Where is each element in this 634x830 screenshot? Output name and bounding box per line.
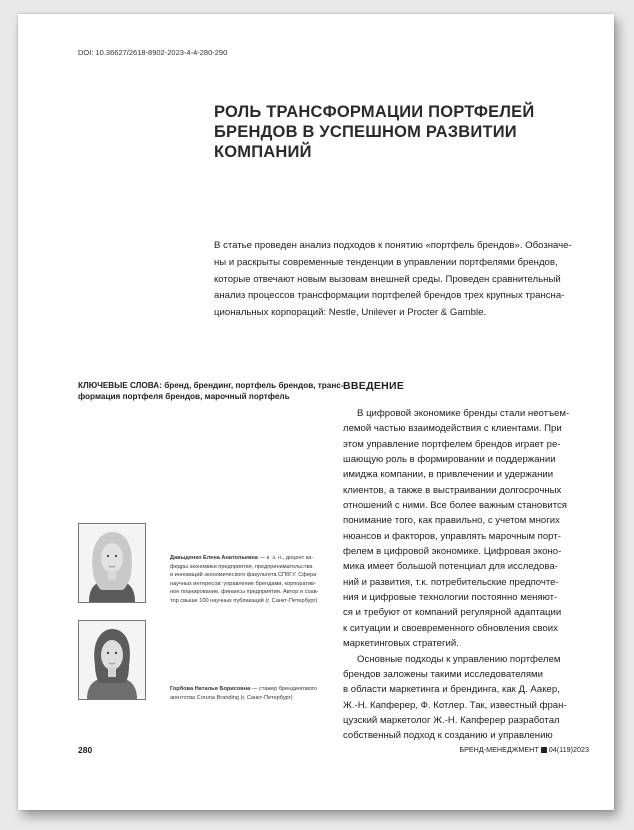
journal-issue: 04(119)2023 bbox=[548, 745, 589, 754]
body-line: отношений с ними. Все более важным становится bbox=[343, 500, 568, 512]
author-bio-line: научных интересов: управление брендами, корпоратив- bbox=[170, 580, 317, 587]
body-line: имиджа компании, в привлечении и удержании bbox=[343, 469, 554, 481]
keywords-line: формация портфеля брендов, марочный портфель bbox=[78, 391, 290, 401]
author-photo bbox=[78, 523, 146, 603]
body-line: понимание того, как правильно, с учетом многих bbox=[343, 515, 560, 527]
author-photo bbox=[78, 620, 146, 700]
author-bio-line: ное планирование, финансы предприятия. Автор и соав- bbox=[170, 589, 319, 596]
author-bio bbox=[170, 685, 318, 702]
body-line: ний и развития, т.к. потребительские предпочте- bbox=[343, 576, 559, 588]
abstract-line: анализ процессов трансформации портфелей брендов трех крупных трансна- bbox=[214, 290, 565, 302]
author-bio-line: агентства Coruna Branding (г. Санкт-Петербург) bbox=[170, 694, 293, 701]
author-name: Горбова Наталья Борисовна bbox=[170, 686, 251, 692]
abstract-line: В статье проведен анализ подходов к понятию «портфель брендов». Обозначе- bbox=[214, 240, 572, 251]
page-number: 280 bbox=[78, 745, 93, 755]
doi: DOI: 10.36627/2618-8902-2023-4-4-280-290 bbox=[78, 48, 228, 57]
body-line: шающую роль в формировании и поддержании bbox=[343, 454, 556, 466]
body-line: этом управление портфелем брендов играет ре- bbox=[343, 438, 561, 450]
body-line: фелем в цифровой экономике. Цифровая эконо- bbox=[343, 546, 562, 558]
introduction-heading: ВВЕДЕНИЕ bbox=[343, 380, 405, 392]
author-name: Давыденко Елена Анатольевна bbox=[170, 555, 258, 561]
keywords bbox=[78, 381, 344, 402]
body-text bbox=[343, 406, 593, 744]
abstract-line: циональных корпораций: Nestle, Unilever и Procter & Gamble. bbox=[214, 307, 487, 319]
title-line: РОЛЬ ТРАНСФОРМАЦИИ ПОРТФЕЛЕЙ bbox=[214, 103, 535, 121]
abstract-line: которые отвечают новым вызовам внешней среды. Проведен сравнительный bbox=[214, 273, 561, 285]
journal-footer bbox=[459, 745, 589, 754]
title-line: БРЕНДОВ В УСПЕШНОМ РАЗВИТИИ bbox=[214, 123, 517, 141]
author-bio-line: тор свыше 100 научных публикаций (г. Санкт-Петербург) bbox=[170, 597, 318, 604]
body-line: Основные подходы к управлению портфелем bbox=[357, 653, 561, 665]
abstract bbox=[214, 238, 596, 322]
title-line: КОМПАНИЙ bbox=[214, 143, 312, 161]
abstract-line: ны и раскрыты современные тенденции в управлении портфелями брендов, bbox=[214, 256, 558, 268]
author-bio-line: федры экономики предприятия, предпринимательства bbox=[170, 563, 313, 570]
body-line: мика имеет большой потенциал для исследова- bbox=[343, 561, 558, 573]
author-bio bbox=[170, 554, 318, 606]
article-title bbox=[214, 102, 574, 162]
keywords-line: КЛЮЧЕВЫЕ СЛОВА: бренд, брендинг, портфель брендов, транс- bbox=[78, 381, 344, 390]
portrait-icon bbox=[79, 524, 145, 602]
journal-name: БРЕНД-МЕНЕДЖМЕНТ bbox=[459, 745, 539, 754]
portrait-icon bbox=[79, 621, 145, 699]
body-line: собственный подход к созданию и управлению bbox=[343, 730, 553, 742]
author-bio-line: — к. э. н., доцент ка- bbox=[257, 555, 314, 561]
journal-page bbox=[18, 14, 614, 810]
author-bio-line: и инноваций экономического факультета СПбГУ. Сфера bbox=[170, 572, 317, 579]
body-line: Ж.-Н. Капферер, Ф. Котлер. Так, известный фран- bbox=[343, 699, 567, 711]
body-line: нюансов и факторов, управлять марочным порт- bbox=[343, 530, 561, 542]
author-bio-line: — стажер брендингового bbox=[250, 686, 317, 692]
body-line: В цифровой экономике бренды стали неотъем- bbox=[357, 408, 570, 419]
body-line: ния и цифровые технологии постоянно меняют- bbox=[343, 592, 558, 604]
body-line: маркетинговых стратегий. bbox=[343, 638, 459, 650]
body-line: ся и требуют от компаний регулярной адаптации bbox=[343, 607, 562, 619]
body-line: цузский маркетолог Ж.-Н. Капферер разработал bbox=[343, 714, 560, 726]
square-icon bbox=[541, 747, 547, 753]
body-line: в области маркетинга и брендинга, как Д. Аакер, bbox=[343, 684, 560, 696]
body-line: лемой частью взаимодействия с клиентами. При bbox=[343, 423, 562, 435]
body-line: к ситуации и своевременного обновления своих bbox=[343, 622, 558, 634]
body-line: брендов заложены такими исследователями bbox=[343, 668, 544, 680]
body-line: клиентов, а также в выстраивании долгосрочных bbox=[343, 484, 562, 496]
